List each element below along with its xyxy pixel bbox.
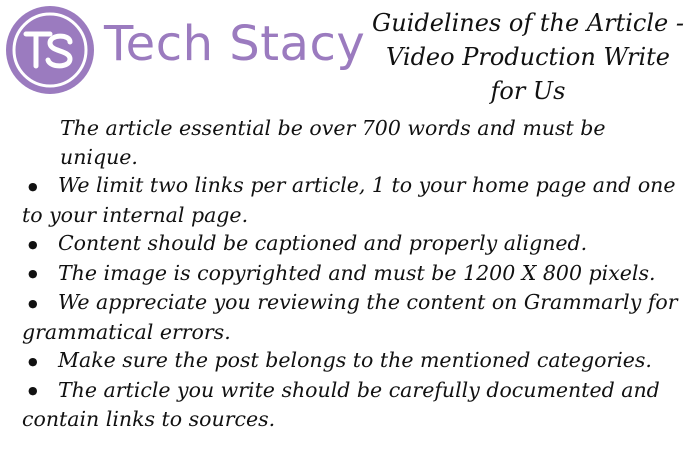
title-line-2: Video Production Write xyxy=(385,43,670,71)
bullet-icon: ● xyxy=(28,296,38,310)
tech-stacy-logo-icon xyxy=(4,4,96,96)
list-item xyxy=(22,288,686,346)
brand-name: Tech Stacy xyxy=(104,16,366,72)
bullet-icon: ● xyxy=(28,267,38,280)
intro-paragraph: The article essential be over 700 words and must be unique. xyxy=(60,116,606,169)
list-item-text: Make sure the post belongs to the mentioned categories. xyxy=(58,348,652,372)
bullet-icon: ● xyxy=(28,237,38,251)
title-line-1: Guidelines of the Article - xyxy=(372,9,684,37)
guidelines-list xyxy=(22,171,686,434)
page-header xyxy=(0,0,700,112)
bullet-icon: ● xyxy=(28,354,38,368)
list-item-text: Content should be captioned and properly aligned. xyxy=(58,231,588,255)
article-title xyxy=(360,6,696,108)
list-item xyxy=(22,346,686,376)
list-item xyxy=(22,376,686,434)
title-line-3: for Us xyxy=(490,77,566,105)
list-item-text: The image is copyrighted and must be 1200 X 800 pixels. xyxy=(58,260,656,285)
list-item xyxy=(22,229,686,259)
bullet-icon: ● xyxy=(28,179,38,193)
list-item xyxy=(22,259,686,289)
list-item xyxy=(22,171,686,229)
bullet-icon: ● xyxy=(28,384,38,397)
list-item-text: We limit two links per article, 1 to your home page and one to your internal page. xyxy=(22,173,676,227)
list-item-text: We appreciate you reviewing the content on Grammarly for grammatical errors. xyxy=(22,290,678,344)
list-item-text: The article you write should be carefully documented and contain links to sources. xyxy=(22,377,660,431)
guidelines-content xyxy=(22,114,686,434)
